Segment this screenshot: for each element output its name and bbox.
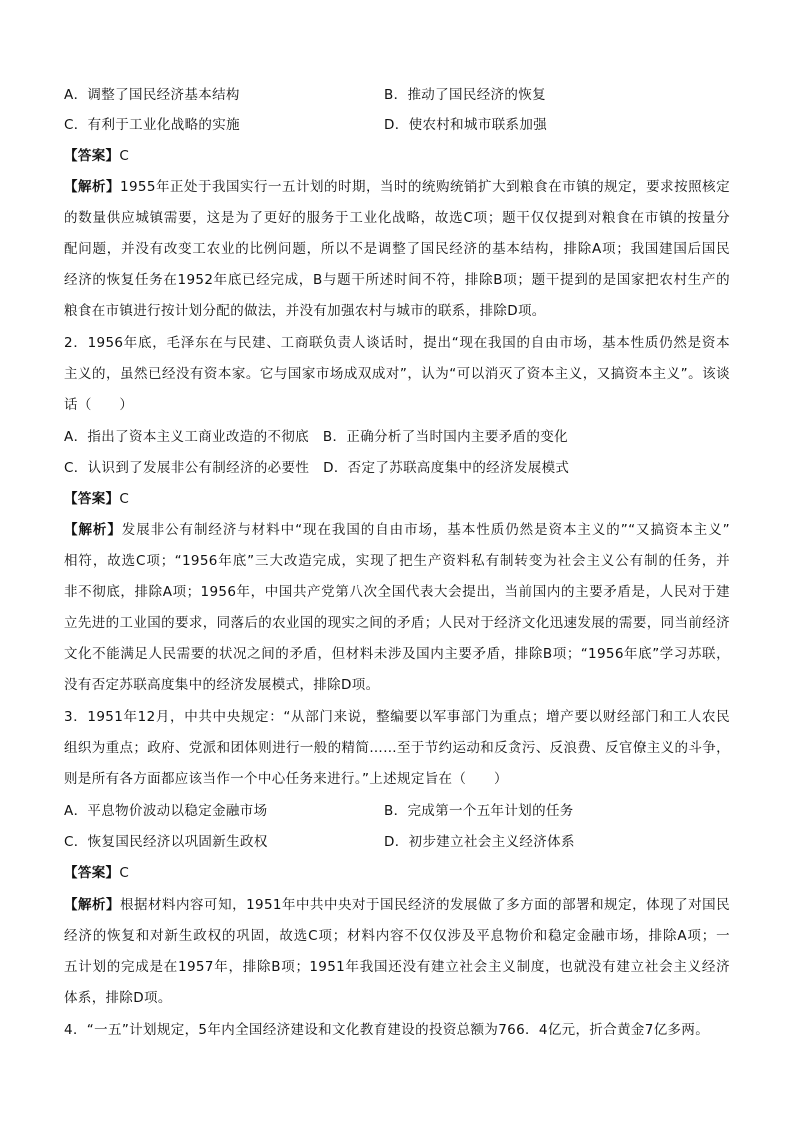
answer-tag: 【答案】	[64, 491, 120, 507]
q1-analysis-line	[64, 178, 730, 196]
analysis-text: 根据材料内容可知，1951年中共中央对于国民经济的发展做了多方面的部署和规定，体现了对国民	[120, 897, 730, 913]
q3-options-row-2	[64, 833, 575, 851]
q1-analysis-line: 粮食在市镇进行按计划分配的做法，并没有加强农村与城市的联系，排除D项。	[64, 303, 546, 319]
q1-option-b[interactable]: B．推动了国民经济的恢复	[384, 87, 546, 103]
answer-value: C	[119, 491, 130, 507]
analysis-text: 发展非公有制经济与材料中“现在我国的自由市场，基本性质仍然是资本主义的”“又搞资本主义”	[121, 522, 731, 538]
q4-stem-line: 4．“一五”计划规定，5年内全国经济建设和文化教育建设的投资总额为766．4亿元，折合黄金7亿多两。	[64, 1022, 710, 1038]
q1-options-row-1	[64, 86, 546, 104]
analysis-tag: 【解析】	[64, 179, 121, 195]
q2-answer	[64, 490, 129, 508]
analysis-tag: 【解析】	[64, 897, 121, 913]
q1-option-a[interactable]: A．调整了国民经济基本结构	[64, 87, 240, 103]
q1-option-c[interactable]: C．有利于工业化战略的实施	[64, 117, 240, 133]
q3-analysis-line: 体系，排除D项。	[64, 990, 172, 1006]
q3-stem-line: 3．1951年12月，中共中央规定：“从部门来说，整编要以军事部门为重点；增产要以财经部门和工人农民	[64, 709, 730, 725]
q3-analysis-line: 经济的恢复和对新生政权的巩固，故选C项；材料内容不仅仅涉及平息物价和稳定金融市场，排除A项；一	[64, 928, 730, 944]
q1-option-d[interactable]: D．使农村和城市联系加强	[384, 117, 548, 133]
q1-options-row-2	[64, 116, 548, 134]
q3-option-b[interactable]: B．完成第一个五年计划的任务	[384, 803, 574, 819]
q3-option-a[interactable]: A．平息物价波动以稳定金融市场	[64, 803, 268, 819]
q2-analysis-line	[64, 521, 730, 539]
q2-analysis-line: 文化不能满足人民需要的状况之间的矛盾，但材料未涉及国内主要矛盾，排除B项；“1956年底”学习苏联，	[64, 646, 730, 662]
q2-options-row-2[interactable]: C．认识到了发展非公有制经济的必要性 D．否定了苏联高度集中的经济发展模式	[64, 460, 570, 476]
q3-answer	[64, 864, 129, 882]
q2-stem-line: 主义的，虽然已经没有资本家。它与国家市场成双成对”，认为“可以消灭了资本主义，又搞资本主义”。该谈	[64, 366, 730, 382]
q3-option-c[interactable]: C．恢复国民经济以巩固新生政权	[64, 834, 268, 850]
q2-analysis-line: 没有否定苏联高度集中的经济发展模式，排除D项。	[64, 677, 380, 693]
q2-analysis-line: 立先进的工业国的要求，同落后的农业国的现实之间的矛盾；人民对于经济文化迅速发展的需要，同当前经济	[64, 615, 730, 631]
q1-analysis-line: 经济的恢复任务在1952年底已经完成，B与题干所述时间不符，排除B项；题干提到的是国家把农村生产的	[64, 272, 730, 288]
q3-options-row-1	[64, 802, 574, 820]
q2-stem-line: 2．1956年底，毛泽东在与民建、工商联负责人谈话时，提出“现在我国的自由市场，基本性质仍然是资本	[64, 335, 730, 351]
answer-value: C	[119, 865, 130, 881]
q3-analysis-line: 五计划的完成是在1957年，排除B项；1951年我国还没有建立社会主义制度，也就没有建立社会主义经济	[64, 959, 730, 975]
analysis-tag: 【解析】	[64, 522, 122, 538]
q1-analysis-line: 配问题，并没有改变工农业的比例问题，所以不是调整了国民经济的基本结构，排除A项；我国建国后国民	[64, 241, 730, 257]
q1-answer	[64, 147, 129, 165]
q3-analysis-line	[64, 896, 730, 914]
analysis-text: 1955年正处于我国实行一五计划的时期，当时的统购统销扩大到粮食在市镇的规定，要求按照核定	[120, 179, 730, 195]
q3-option-d[interactable]: D．初步建立社会主义经济体系	[384, 834, 575, 850]
q2-analysis-line: 非不彻底，排除A项；1956年，中国共产党第八次全国代表大会提出，当前国内的主要矛盾是，人民对于建	[64, 584, 730, 600]
q2-options-row-1[interactable]: A．指出了资本主义工商业改造的不彻底 B．正确分析了当时国内主要矛盾的变化	[64, 429, 568, 445]
q2-stem-line: 话（ ）	[64, 397, 134, 413]
q3-stem-line: 则是所有各方面都应该当作一个中心任务来进行。”上述规定旨在（ ）	[64, 771, 508, 787]
answer-tag: 【答案】	[64, 148, 120, 164]
q2-analysis-line: 相符，故选C项；“1956年底”三大改造完成，实现了把生产资料私有制转变为社会主义公有制的任务，并	[64, 553, 730, 569]
answer-tag: 【答案】	[64, 865, 120, 881]
q1-analysis-line: 的数量供应城镇需要，这是为了更好的服务于工业化战略，故选C项；题干仅仅提到对粮食在市镇的按量分	[64, 210, 730, 226]
answer-value: C	[119, 148, 130, 164]
q3-stem-line: 组织为重点；政府、党派和团体则进行一般的精简……至于节约运动和反贪污、反浪费、反官僚主义的斗争，	[64, 740, 730, 756]
